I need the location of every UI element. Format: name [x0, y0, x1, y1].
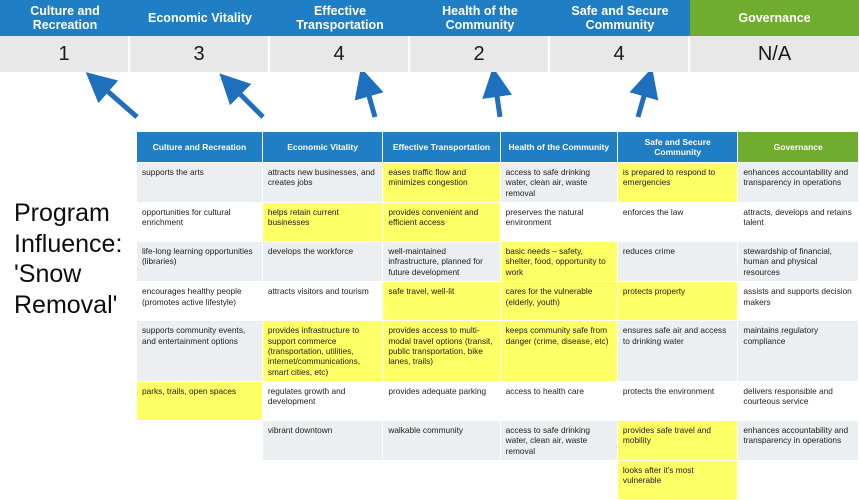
matrix-cell: access to safe drinking water, clean air, waste removal [500, 163, 617, 203]
matrix-cell [137, 461, 263, 500]
table-row [137, 461, 859, 500]
program-influence-label: Program Influence: 'Snow Removal' [14, 199, 123, 319]
score-value-safe-and-secure-community: 4 [550, 36, 690, 72]
matrix-header-economic-vitality: Economic Vitality [262, 132, 383, 163]
matrix-header-culture-and-recreation: Culture and Recreation [137, 132, 263, 163]
matrix-header-health-of-the-community: Health of the Community [500, 132, 617, 163]
matrix-cell [262, 461, 383, 500]
score-header-governance: Governance [690, 0, 859, 36]
arrow-icon-3 [365, 82, 375, 117]
score-header-economic-vitality: Economic Vitality [130, 0, 270, 36]
matrix-cell: provides access to multi-modal travel options (transit, public transportation, bike lanes, trails) [383, 321, 500, 382]
matrix-header-effective-transportation: Effective Transportation [383, 132, 500, 163]
matrix-cell: attracts, develops and retains talent [738, 203, 859, 242]
matrix-cell: supports community events, and entertainment options [137, 321, 263, 382]
matrix-cell: reduces crime [617, 242, 738, 282]
arrow-icon-2 [230, 84, 263, 117]
matrix-cell: protects property [617, 282, 738, 321]
arrow-icon-5 [638, 82, 648, 117]
matrix-cell: supports the arts [137, 163, 263, 203]
score-header-culture-and-recreation: Culture and Recreation [0, 0, 130, 36]
matrix-cell: eases traffic flow and minimizes congestion [383, 163, 500, 203]
score-band-header-row [0, 0, 859, 36]
matrix-cell: access to safe drinking water, clean air, waste removal [500, 420, 617, 460]
matrix-cell: ensures safe air and access to drinking water [617, 321, 738, 382]
matrix-cell: access to health care [500, 381, 617, 420]
matrix-cell: is prepared to respond to emergencies [617, 163, 738, 203]
matrix-cell: provides infrastructure to support commerce (transportation, utilities, internet/communications, smart cities, etc) [262, 321, 383, 382]
table-row [137, 321, 859, 382]
matrix-cell: helps retain current businesses [262, 203, 383, 242]
matrix-cell: provides convenient and efficient access [383, 203, 500, 242]
matrix-header-safe-and-secure-community: Safe and Secure Community [617, 132, 738, 163]
influence-matrix [136, 131, 859, 500]
score-value-effective-transportation: 4 [270, 36, 410, 72]
matrix-cell [738, 461, 859, 500]
matrix-cell: attracts visitors and tourism [262, 282, 383, 321]
table-row [137, 203, 859, 242]
matrix-cell: parks, trails, open spaces [137, 381, 263, 420]
matrix-header-row [137, 132, 859, 163]
table-row [137, 381, 859, 420]
matrix-cell: stewardship of financial, human and physical resources [738, 242, 859, 282]
matrix-cell: provides adequate parking [383, 381, 500, 420]
matrix-cell: basic needs – safety, shelter, food, opportunity to work [500, 242, 617, 282]
table-row [137, 163, 859, 203]
arrow-group [0, 72, 859, 132]
table-row [137, 242, 859, 282]
arrow-icon-4 [495, 82, 500, 117]
matrix-cell: encourages healthy people (promotes active lifestyle) [137, 282, 263, 321]
matrix-cell: attracts new businesses, and creates jobs [262, 163, 383, 203]
matrix-cell: preserves the natural environment [500, 203, 617, 242]
matrix-cell: walkable community [383, 420, 500, 460]
matrix-cell [137, 420, 263, 460]
matrix-cell: regulates growth and development [262, 381, 383, 420]
matrix-cell: keeps community safe from danger (crime, disease, etc) [500, 321, 617, 382]
matrix-cell: vibrant downtown [262, 420, 383, 460]
score-band [0, 0, 859, 72]
score-header-health-of-the-community: Health of the Community [410, 0, 550, 36]
score-header-effective-transportation: Effective Transportation [270, 0, 410, 36]
matrix-cell: delivers responsible and courteous service [738, 381, 859, 420]
score-band-value-row [0, 36, 859, 72]
score-value-governance: N/A [757, 42, 792, 65]
score-value-health-of-the-community: 2 [410, 36, 550, 72]
matrix-cell: provides safe travel and mobility [617, 420, 738, 460]
matrix-header-governance: Governance [738, 132, 859, 163]
table-row [137, 282, 859, 321]
matrix-cell: assists and supports decision makers [738, 282, 859, 321]
matrix-cell: looks after it's most vulnerable [617, 461, 738, 500]
score-header-safe-and-secure-community: Safe and Secure Community [550, 0, 690, 36]
matrix-cell [500, 461, 617, 500]
matrix-cell: develops the workforce [262, 242, 383, 282]
matrix-cell: safe travel, well-lit [383, 282, 500, 321]
matrix-cell: enhances accountability and transparency in operations [738, 163, 859, 203]
matrix-cell: enforces the law [617, 203, 738, 242]
matrix-cell: life-long learning opportunities (libraries) [137, 242, 263, 282]
arrow-icon-1 [97, 82, 137, 117]
matrix-cell: maintains regulatory compliance [738, 321, 859, 382]
matrix-body [137, 163, 859, 500]
score-value-culture-and-recreation: 1 [0, 36, 130, 72]
score-value-economic-vitality: 3 [130, 36, 270, 72]
matrix-cell: well-maintained infrastructure, planned for future development [383, 242, 500, 282]
matrix-cell: protects the environment [617, 381, 738, 420]
matrix-cell: opportunities for cultural enrichment [137, 203, 263, 242]
matrix-cell [383, 461, 500, 500]
matrix-cell: cares for the vulnerable (elderly, youth) [500, 282, 617, 321]
table-row [137, 420, 859, 460]
matrix-cell: enhances accountability and transparency in operations [738, 420, 859, 460]
